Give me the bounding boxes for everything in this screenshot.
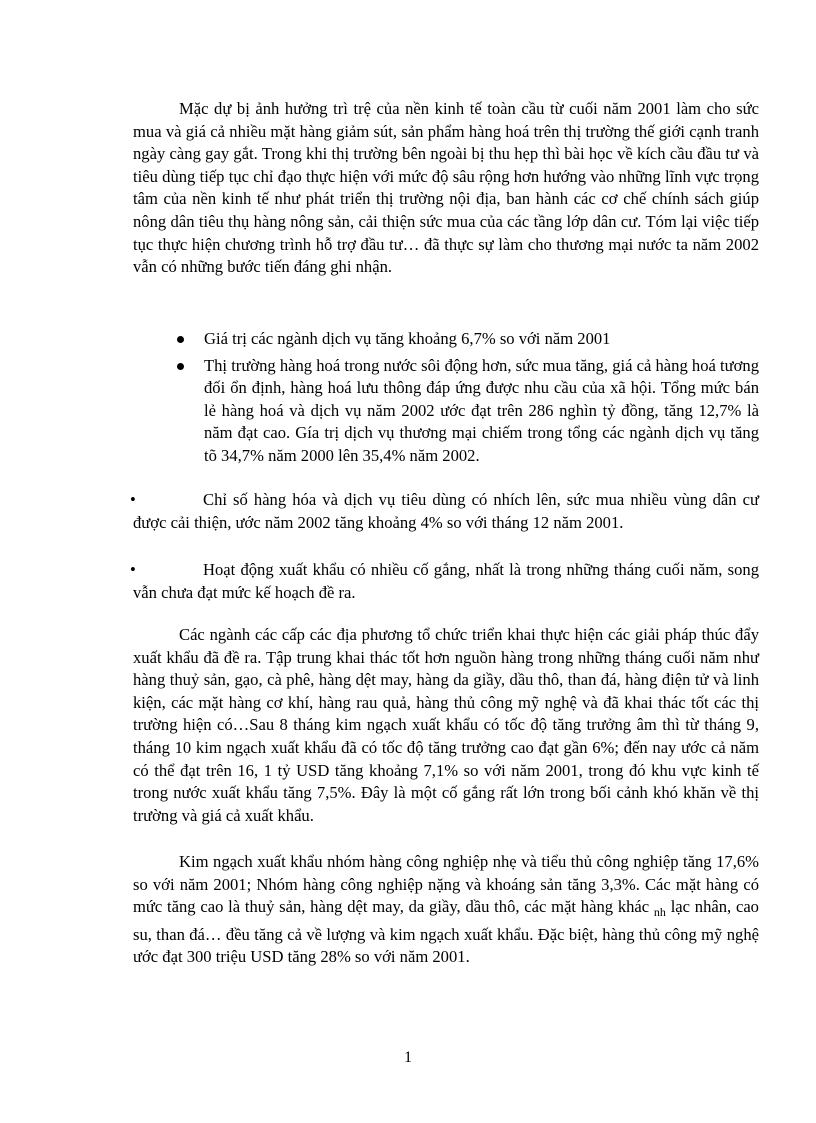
bullet-dot-icon: •: [130, 560, 136, 579]
paragraph-text: Kim ngạch xuất khẩu nhóm hàng công nghiệp nhẹ và tiểu thủ công nghiệp tăng 17,6% so với năm 2001; Nhóm hàng công nghiệp nặng và khoáng sản tăng 3,3%. Các mặt hàng có mức tăng cao là thuỷ sản, hàng dệt may, da giầy, dầu thô, các mặt hàng khác: [133, 852, 759, 917]
list-item: [133, 328, 759, 351]
bullet-text: Chỉ số hàng hóa và dịch vụ tiêu dùng có nhích lên, sức mua nhiều vùng dân cư được cải thiện, ước năm 2002 tăng khoảng 4% so với tháng 12 năm 2001.: [133, 490, 759, 532]
paragraph-text: lạc nhân, cao su, than đá… đều tăng cả về lượng và kim ngạch xuất khẩu. Đặc biệt, hàng thủ công mỹ nghệ ước đạt 300 triệu USD tăng 28% so với năm 2001.: [133, 897, 759, 967]
bullet-paragraph-consumer-index: [130, 489, 759, 534]
bullet-paragraph-export: [130, 559, 759, 604]
paragraph-intro: Mặc dự bị ảnh hưởng trì trệ của nền kinh tế toàn cầu từ cuối năm 2001 làm cho sức mua và giá cả nhiều mặt hàng giảm sút, sản phẩm hàng hoá trên thị trường thế giới cạnh tranh ngày càng gay gắt. Trong khi thị trường bên ngoài bị thu hẹp thì bài học về kích cầu đầu tư và tiêu dùng tiếp tục chỉ đạo thực hiện với mức độ sâu rộng hơn hướng vào những lĩnh vực trọng tâm của nền kinh tế như phát triển thị trường nội địa, ban hành các cơ chế chính sách giúp nông dân tiêu thụ hàng nông sản, cải thiện sức mua của các tầng lớp dân cư. Tóm lại việc tiếp tục thực hiện chương trình hỗ trợ đầu tư… đã thực sự làm cho thương mại nước ta năm 2002 vẫn có những bước tiến đáng ghi nhận.: [133, 99, 759, 277]
bullet-text: Hoạt động xuất khẩu có nhiều cố gắng, nhất là trong những tháng cuối năm, song vẫn chưa đạt mức kế hoạch đề ra.: [133, 560, 759, 602]
bullet-text: Giá trị các ngành dịch vụ tăng khoảng 6,7% so với năm 2001: [204, 329, 611, 348]
bullet-dot-icon: •: [130, 490, 136, 509]
bullet-text: Thị trường hàng hoá trong nước sôi động hơn, sức mua tăng, giá cả hàng hoá tương đối ổn định, hàng hoá lưu thông đáp ứng được nhu cầu của xã hội. Tổng mức bán lẻ hàng hoá và dịch vụ năm 2002 ước đạt trên 286 nghìn tỷ đồng, tăng 12,7% là năm đạt cao. Gía trị dịch vụ thương mại chiếm trong tổng các ngành dịch vụ tăng tõ 34,7% năm 2000 lên 35,4% năm 2002.: [204, 355, 759, 465]
list-item: [133, 355, 759, 468]
page-number: 1: [404, 1049, 412, 1066]
bullet-list: [133, 328, 759, 472]
subscript-fragment: nh: [653, 905, 666, 920]
paragraph-export-solutions: Các ngành các cấp các địa phương tổ chức triển khai thực hiện các giải pháp thúc đẩy xuất khẩu đã đề ra. Tập trung khai thác tốt hơn nguồn hàng trong những tháng cuối năm như hàng thuỷ sản, gạo, cà phê, hàng dệt may, hàng da giầy, dầu thô, than đá, hàng điện tử và linh kiện, các mặt hàng cơ khí, hàng rau quả, hàng thủ công mỹ nghệ và đã khai thác tốt các thị trường hiện có…Sau 8 tháng kim ngạch xuất khẩu có tốc độ tăng trưởng âm thì từ tháng 9, tháng 10 kim ngạch xuất khẩu đã có tốc độ tăng trưởng cao đạt gần 6%; đến nay ước cả năm có thể đạt trên 16, 1 tỷ USD tăng khoảng 7,1% so với năm 2001, trong đó khu vực kinh tế trong nước xuất khẩu tăng 7,5%. Đây là một cố gắng rất lớn trong bối cảnh khó khăn về thị trường và giá cả xuất khẩu.: [133, 625, 759, 825]
bullet-dot-icon: [177, 363, 184, 370]
paragraph-export-groups: [133, 851, 759, 969]
bullet-dot-icon: [177, 336, 184, 343]
